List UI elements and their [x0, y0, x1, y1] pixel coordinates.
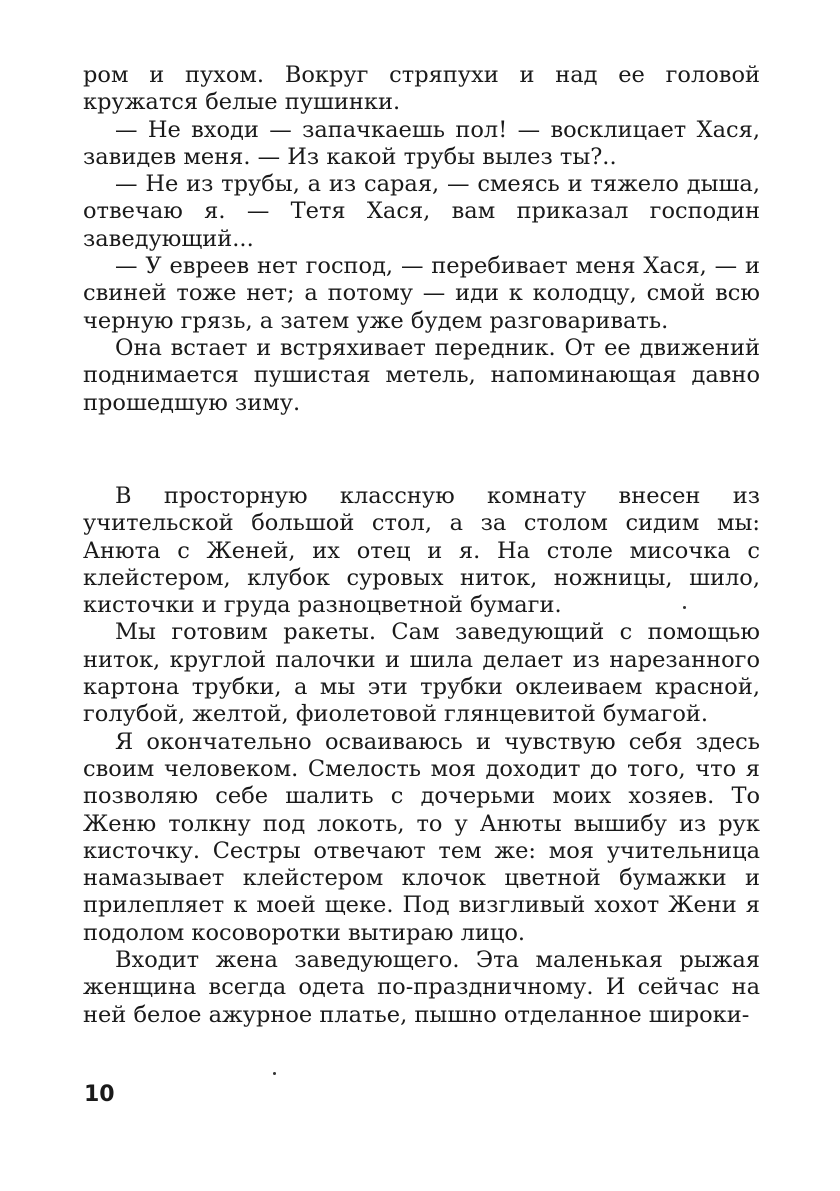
paragraph: Мы готовим ракеты. Сам заведующий с помощью ниток, круглой палочки и шила делает из нарезанного картона трубки, а мы эти трубки оклеиваем красной, голубой, желтой, фиолетовой глянцевитой бумагой.	[83, 619, 760, 728]
page-number: 10	[84, 1082, 115, 1107]
paragraph: ром и пухом. Вокруг стряпухи и над ее головой кружатся белые пушинки.	[83, 62, 760, 116]
paragraph: Она встает и встряхивает передник. От ее движений поднимается пушистая метель, напоминающая давно прошедшую зиму.	[83, 334, 760, 416]
print-speck	[273, 1072, 276, 1075]
paragraph: — У евреев нет господ, — перебивает меня Хася, — и свиней тоже нет; а потому — иди к колодцу, смой всю черную грязь, а затем уже будем разговаривать.	[83, 253, 760, 334]
paragraph: Входит жена заведующего. Эта маленькая рыжая женщина всегда одета по-праздничному. И сейчас на ней белое ажурное платье, пышно отделанное широки-	[83, 947, 760, 1028]
paragraph: В просторную классную комнату внесен из учительской большой стол, а за столом сидим мы: Анюта с Женей, их отец и я. На столе мисочка с клейстером, клубок суровых ниток, ножницы, шило, кисточки и груда разноцветной бумаги.	[83, 483, 760, 619]
text-section-2	[83, 483, 760, 1029]
print-speck	[683, 606, 686, 609]
paragraph: Я окончательно осваиваюсь и чувствую себя здесь своим человеком. Смелость моя доходит до того, что я позволяю себе шалить с дочерьми моих хозяев. То Женю толкну под локоть, то у Анюты вышибу из рук кисточку. Сестры отвечают тем же: моя учительница намазывает клейстером клочок цветной бумажки и прилепляет к моей щеке. Под визгливый хохот Жени я подолом косоворотки вытираю лицо.	[83, 728, 760, 946]
paragraph: — Не входи — запачкаешь пол! — восклицает Хася, завидев меня. — Из какой трубы вылез ты?..	[83, 116, 760, 170]
text-section-1	[83, 62, 760, 417]
paragraph: — Не из трубы, а из сарая, — смеясь и тяжело дыша, отвечаю я. — Тетя Хася, вам приказал господин заведующий...	[83, 171, 760, 252]
